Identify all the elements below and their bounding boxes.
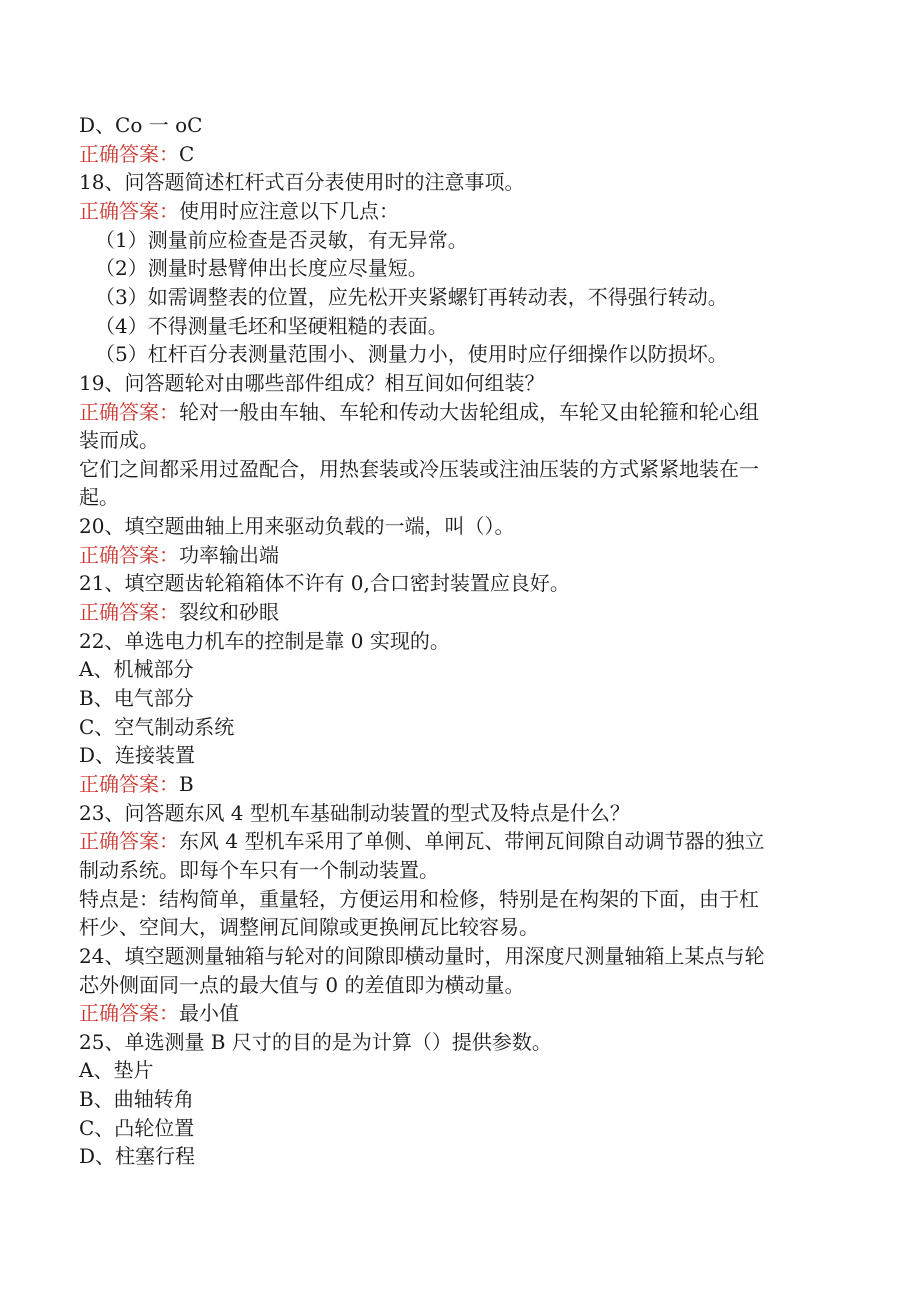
answer-item-line	[95, 283, 855, 311]
answer-line	[79, 770, 839, 798]
answer-item-line	[95, 254, 855, 282]
answer-line	[79, 827, 839, 855]
answer-line	[79, 598, 839, 626]
line-text: 最小值	[179, 1001, 239, 1026]
line-text: B、曲轴转角	[79, 1087, 194, 1112]
answer-label: 正确答案：	[79, 771, 179, 796]
answer-line	[79, 197, 839, 225]
text-line	[79, 856, 839, 884]
line-text: 使用时应注意以下几点：	[179, 198, 399, 223]
line-text: 起。	[79, 485, 119, 510]
answer-label: 正确答案：	[79, 600, 179, 624]
line-text: 杆少、空间大，调整闸瓦间隙或更换闸瓦比较容易。	[79, 915, 539, 940]
option-line	[79, 1114, 839, 1142]
line-text: A、垫片	[79, 1058, 154, 1083]
answer-item-line	[95, 312, 855, 340]
option-line	[79, 1142, 839, 1170]
line-text: 24、填空题测量轴箱与轮对的间隙即横动量时，用深度尺测量轴箱上某点与轮	[79, 943, 765, 968]
line-text: 20、填空题曲轴上用来驱动负载的一端，叫（）。	[79, 514, 515, 539]
line-text: 裂纹和砂眼	[179, 600, 279, 624]
option-line	[79, 1056, 839, 1084]
option-line	[79, 655, 839, 683]
question-line	[79, 627, 839, 655]
option-line	[79, 1085, 839, 1113]
question-line	[79, 1028, 839, 1056]
option-line	[79, 111, 839, 139]
line-text: D、Co 一 oC	[79, 113, 203, 137]
line-text: 21、填空题齿轮箱箱体不许有 0,合口密封装置应良好。	[79, 571, 570, 596]
answer-label: 正确答案：	[79, 399, 179, 424]
line-text: （2）测量时悬臂伸出长度应尽量短。	[95, 256, 428, 281]
question-line	[79, 942, 839, 970]
line-text: C、空气制动系统	[79, 714, 235, 739]
text-line	[79, 455, 839, 483]
line-text: A、机械部分	[79, 657, 194, 682]
text-line	[79, 971, 839, 999]
line-text: C	[179, 141, 195, 166]
line-text: 19、问答题轮对由哪些部件组成？相互间如何组装？	[79, 370, 545, 395]
answer-label: 正确答案：	[79, 1001, 179, 1026]
answer-label: 正确答案：	[79, 542, 179, 567]
line-text: （3）如需调整表的位置，应先松开夹紧螺钉再转动表，不得强行转动。	[95, 284, 728, 309]
answer-line	[79, 140, 839, 168]
answer-label: 正确答案：	[79, 198, 179, 223]
line-text: （1）测量前应检查是否灵敏，有无异常。	[95, 227, 468, 252]
text-line	[79, 426, 839, 454]
question-line	[79, 799, 839, 827]
answer-line	[79, 541, 839, 569]
line-text: 东风 4 型机车采用了单侧、单闸瓦、带闸瓦间隙自动调节器的独立	[179, 829, 765, 854]
text-line	[79, 483, 839, 511]
question-line	[79, 512, 839, 540]
line-text: 18、问答题简述杠杆式百分表使用时的注意事项。	[79, 170, 525, 195]
text-line	[79, 913, 839, 941]
question-line	[79, 569, 839, 597]
text-line	[79, 885, 839, 913]
line-text: 装而成。	[79, 428, 159, 453]
line-text: D、连接装置	[79, 743, 196, 768]
line-text: 25、单选测量 B 尺寸的目的是为计算（）提供参数。	[79, 1029, 552, 1054]
answer-label: 正确答案：	[79, 141, 179, 166]
line-text: D、柱塞行程	[79, 1144, 196, 1169]
line-text: B、电气部分	[79, 686, 194, 710]
line-text: 23、问答题东风 4 型机车基础制动装置的型式及特点是什么？	[79, 800, 630, 825]
line-text: 功率输出端	[179, 542, 279, 567]
line-text: 制动系统。即每个车只有一个制动装置。	[79, 857, 439, 882]
line-text: （4）不得测量毛坯和坚硬粗糙的表面。	[95, 313, 448, 338]
line-text: 芯外侧面同一点的最大值与 0 的差值即为横动量。	[79, 972, 525, 997]
answer-line	[79, 999, 839, 1027]
answer-line	[79, 398, 839, 426]
answer-item-line	[95, 226, 855, 254]
line-text: C、凸轮位置	[79, 1115, 195, 1140]
line-text: B	[179, 771, 194, 796]
answer-item-line	[95, 340, 855, 368]
line-text: 它们之间都采用过盈配合，用热套装或冷压装或注油压装的方式紧紧地装在一	[79, 456, 759, 481]
line-text: （5）杠杆百分表测量范围小、测量力小，使用时应仔细操作以防损坏。	[95, 342, 728, 367]
line-text: 22、单选电力机车的控制是靠 0 实现的。	[79, 628, 450, 653]
line-text: 特点是：结构简单，重量轻，方便运用和检修，特别是在构架的下面，由于杠	[79, 886, 759, 911]
line-text: 轮对一般由车轴、车轮和传动大齿轮组成，车轮又由轮箍和轮心组	[179, 399, 759, 424]
question-line	[79, 168, 839, 196]
answer-label: 正确答案：	[79, 829, 179, 854]
option-line	[79, 684, 839, 712]
question-line	[79, 369, 839, 397]
option-line	[79, 741, 839, 769]
option-line	[79, 713, 839, 741]
